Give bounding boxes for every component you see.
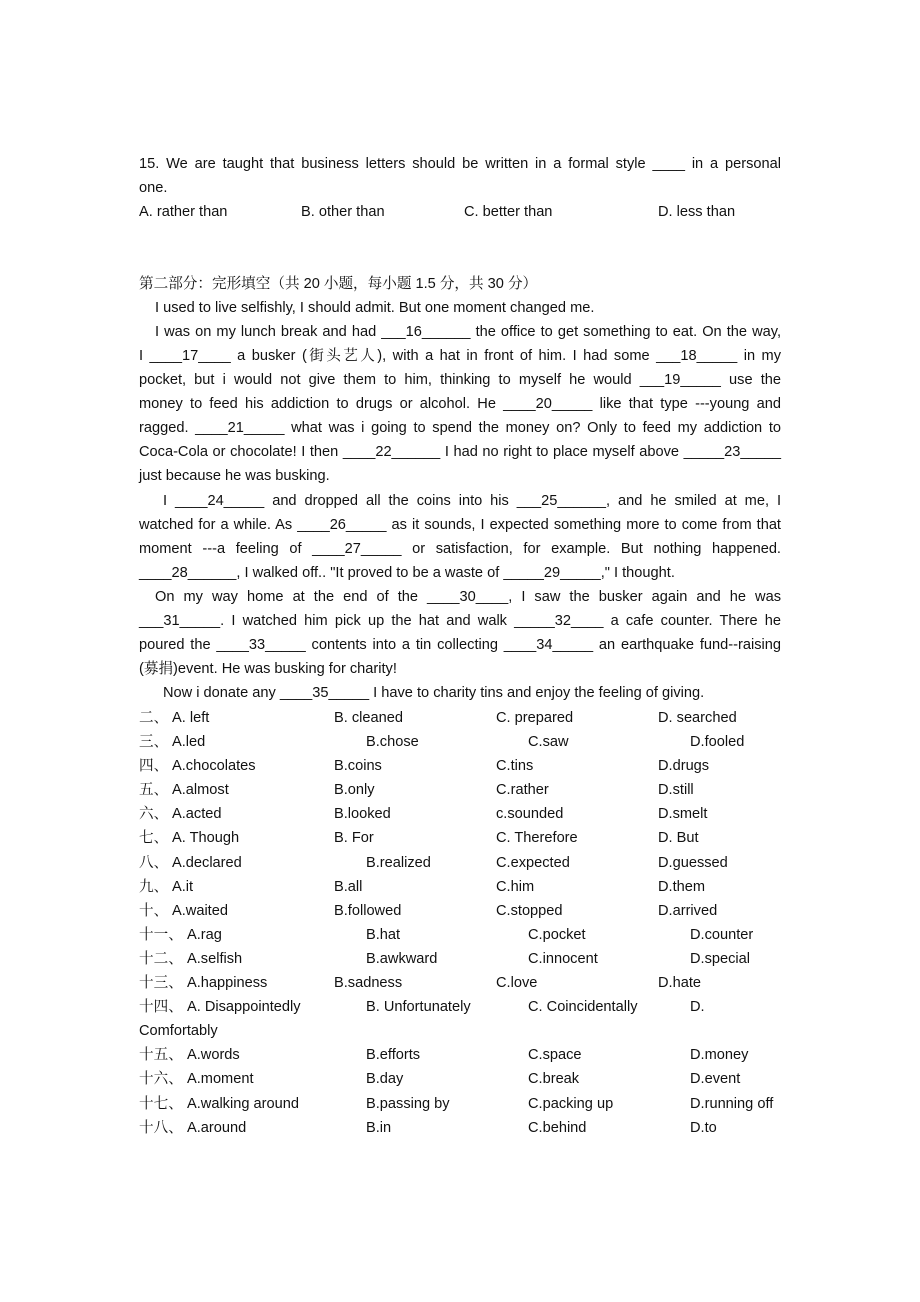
choice-c: C.packing up: [528, 1096, 614, 1112]
choice-c: C.stopped: [496, 903, 563, 919]
choice-c: C.rather: [496, 782, 549, 798]
choice-d: D.drugs: [658, 758, 710, 774]
choice-c: C.love: [496, 975, 538, 991]
choice-c: C. prepared: [496, 710, 574, 726]
choice-d: D.money: [690, 1047, 749, 1063]
choice-number: 四、: [139, 758, 169, 774]
choice-number: 十一、: [139, 927, 183, 943]
choice-number: 七、: [139, 830, 169, 846]
choice-a: A.declared: [172, 855, 242, 871]
choice-b: B.chose: [366, 734, 419, 750]
choice-c: C.him: [496, 879, 535, 895]
choice-d: D. But: [658, 830, 699, 846]
choice-b: B.awkward: [366, 951, 438, 967]
choice-d: D.to: [690, 1120, 717, 1136]
choice-a: A. Though: [172, 830, 240, 846]
choice-d: D.counter: [690, 927, 754, 943]
choice-a: A.almost: [172, 782, 229, 798]
choice-a: A. Disappointedly: [187, 999, 301, 1015]
choice-number: 十八、: [139, 1120, 183, 1136]
choice-a: A.happiness: [187, 975, 268, 991]
part2-heading: 第二部分：完形填空（共 20 小题，每小题 1.5 分，共 30 分）: [139, 276, 538, 292]
choice-a: A.chocolates: [172, 758, 256, 774]
passage-line: ragged. ____21_____ what was i going to spend the money on? Only to feed my addiction to: [139, 420, 781, 436]
passage-line: pocket, but i would not give them to him, thinking to myself he would ___19_____ use the: [139, 372, 781, 388]
choice-d: D.hate: [658, 975, 701, 991]
choice-number: 十七、: [139, 1096, 183, 1112]
choice-number: 九、: [139, 879, 169, 895]
passage-line: moment ---a feeling of ____27_____ or satisfaction, for example. But nothing happened.: [139, 541, 781, 557]
passage-line: I was on my lunch break and had ___16______ the office to get something to eat. On the way,: [155, 324, 781, 340]
choice-a: A.around: [187, 1120, 247, 1136]
passage-line: On my way home at the end of the ____30____, I saw the busker again and he was: [155, 589, 781, 605]
q15-option-b: B. other than: [301, 204, 385, 220]
q15-stem-line1: 15. We are taught that business letters should be written in a formal style ____ in a personal: [139, 156, 781, 172]
choice-b: B.coins: [334, 758, 382, 774]
choice-b: B.day: [366, 1071, 404, 1087]
choice-number: 八、: [139, 855, 169, 871]
choice-c: C.innocent: [528, 951, 598, 967]
choice-a: A.rag: [187, 927, 222, 943]
choice-number: 十四、: [139, 999, 183, 1015]
choice-a: A. left: [172, 710, 210, 726]
choice-a: A.words: [187, 1047, 240, 1063]
choice-c: C.space: [528, 1047, 582, 1063]
choice-a: A.walking around: [187, 1096, 299, 1112]
choice-c: C.tins: [496, 758, 534, 774]
choice-number: 十二、: [139, 951, 183, 967]
passage-line: (募捐)event. He was busking for charity!: [139, 661, 397, 677]
choice-d: D.smelt: [658, 806, 708, 822]
choice-d: D.still: [658, 782, 694, 798]
choice-b: B.realized: [366, 855, 431, 871]
choice-number: 五、: [139, 782, 169, 798]
choice-number: 六、: [139, 806, 169, 822]
passage-line: poured the ____33_____ contents into a tin collecting ____34_____ an earthquake fund--raising: [139, 637, 781, 653]
passage-line: I ____17____ a busker (街头艺人), with a hat in front of him. I had some ___18_____ in my: [139, 348, 781, 364]
choice-c: C. Therefore: [496, 830, 578, 846]
choice-c: C.expected: [496, 855, 570, 871]
choice-a: A.waited: [172, 903, 228, 919]
passage-line: I used to live selfishly, I should admit. But one moment changed me.: [155, 300, 595, 316]
choice-number: 十六、: [139, 1071, 183, 1087]
choice-b: B. cleaned: [334, 710, 403, 726]
q15-option-c: C. better than: [464, 204, 553, 220]
passage-line: Coca-Cola or chocolate! I then ____22______ I had no right to place myself above _____23_____: [139, 444, 781, 460]
passage-line: ____28______, I walked off.. "It proved to be a waste of _____29_____," I thought.: [139, 565, 675, 581]
choice-c: C. Coincidentally: [528, 999, 638, 1015]
passage-line: Now i donate any ____35_____ I have to charity tins and enjoy the feeling of giving.: [163, 685, 705, 701]
choice-d: D.fooled: [690, 734, 745, 750]
choice-number: 二、: [139, 710, 169, 726]
choice-d: D.guessed: [658, 855, 728, 871]
choice-b: B.efforts: [366, 1047, 421, 1063]
choice-b: B.sadness: [334, 975, 403, 991]
choice-b: B.passing by: [366, 1096, 450, 1112]
q15-option-d: D. less than: [658, 204, 736, 220]
choice-b: B.followed: [334, 903, 402, 919]
choice-d-continuation: Comfortably: [139, 1023, 218, 1039]
choice-d: D.special: [690, 951, 751, 967]
choice-d: D.: [690, 999, 705, 1015]
passage-line: money to feed his addiction to drugs or alcohol. He ____20_____ like that type ---young and: [139, 396, 781, 412]
choice-d: D.event: [690, 1071, 741, 1087]
choice-d: D.arrived: [658, 903, 718, 919]
choice-b: B.all: [334, 879, 363, 895]
choice-d: D.them: [658, 879, 706, 895]
choice-c: c.sounded: [496, 806, 564, 822]
passage-line: ___31_____. I watched him pick up the hat and walk _____32____ a cafe counter. There he: [139, 613, 781, 629]
passage-line: I ____24_____ and dropped all the coins into his ___25______, and he smiled at me, I: [163, 493, 781, 509]
choice-c: C.pocket: [528, 927, 586, 943]
choice-number: 十三、: [139, 975, 183, 991]
choice-c: C.break: [528, 1071, 580, 1087]
choice-b: B. Unfortunately: [366, 999, 471, 1015]
passage-line: just because he was busking.: [139, 468, 330, 484]
choice-d: D. searched: [658, 710, 737, 726]
choice-c: C.saw: [528, 734, 569, 750]
choice-a: A.acted: [172, 806, 222, 822]
choice-c: C.behind: [528, 1120, 587, 1136]
choice-a: A.moment: [187, 1071, 254, 1087]
q15-option-a: A. rather than: [139, 204, 228, 220]
choice-b: B.hat: [366, 927, 401, 943]
choice-number: 十、: [139, 903, 169, 919]
choice-number: 三、: [139, 734, 169, 750]
choice-d: D.running off: [690, 1096, 774, 1112]
choice-b: B.only: [334, 782, 375, 798]
choice-a: A.it: [172, 879, 194, 895]
choice-b: B.looked: [334, 806, 391, 822]
choice-a: A.selfish: [187, 951, 243, 967]
passage-line: watched for a while. As ____26_____ as it sounds, I expected something more to come from that: [139, 517, 781, 533]
choice-b: B. For: [334, 830, 374, 846]
choice-b: B.in: [366, 1120, 392, 1136]
q15-stem-line2: one.: [139, 180, 168, 196]
choice-number: 十五、: [139, 1047, 183, 1063]
choice-a: A.led: [172, 734, 206, 750]
